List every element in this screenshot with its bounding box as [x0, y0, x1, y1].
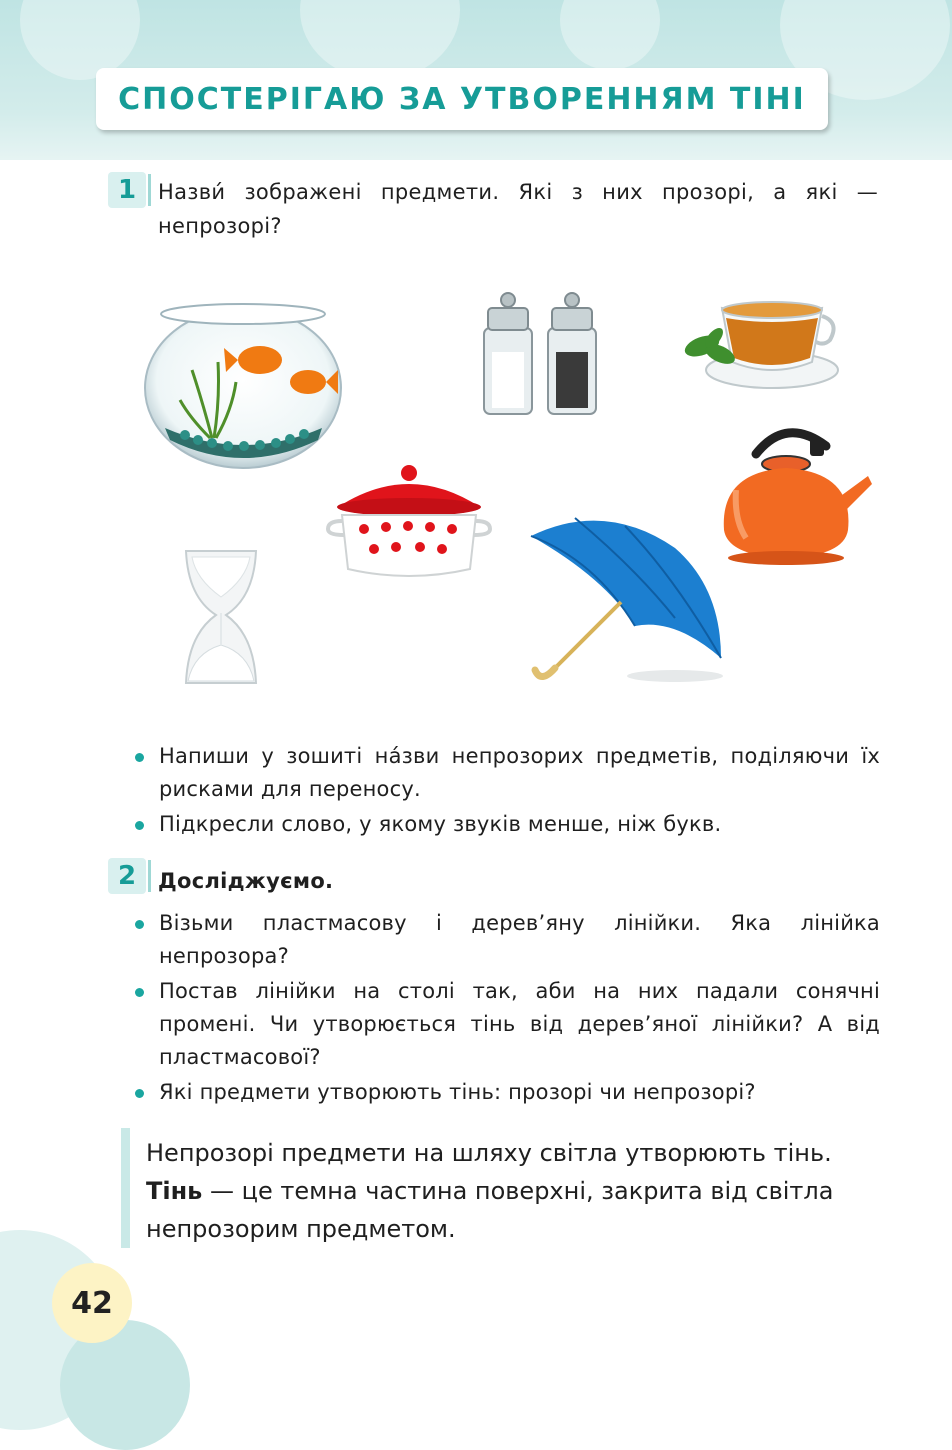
task-2-heading: Досліджуємо. — [158, 869, 334, 893]
page-title: СПОСТЕРІГАЮ ЗА УТВОРЕННЯМ ТІНІ — [118, 81, 806, 117]
task-2-bullet-1: Візьми пластмасову і дерев’яну лінійки. Яка лінійка непрозора? — [128, 907, 880, 973]
polka-dot-pot-picture — [324, 465, 494, 583]
rule-term: Тінь — [146, 1177, 203, 1205]
title-box — [96, 68, 828, 130]
task-1-bullet-2: Підкресли слово, у якому звуків менше, ніж букв. — [128, 808, 880, 841]
task-2-bullet-2: Постав лінійки на столі так, аби на них падали сонячні промені. Чи утворюється тінь від дерев’яної лінійки? А від пластмасової? — [128, 975, 880, 1074]
rule-line-2-rest: — це темна частина поверхні, закрита від світла — [202, 1177, 834, 1205]
tea-cup-picture — [680, 288, 840, 394]
rule-text — [146, 1134, 886, 1248]
task-1-line-2: непрозорі? — [158, 214, 282, 238]
hourglass-picture — [178, 545, 264, 690]
rule-accent-bar — [121, 1128, 130, 1248]
rule-line-2 — [146, 1172, 886, 1210]
rule-line-3: непрозорим предметом. — [146, 1215, 456, 1243]
umbrella-picture — [525, 508, 730, 688]
task-1-text — [158, 175, 878, 243]
task-1-number: 1 — [108, 172, 146, 208]
task-1-bullet-1: Напиши у зошиті на́зви непрозорих предметів, поділяючи їх рисками для переносу. — [128, 740, 880, 806]
task-1-bullets — [128, 740, 880, 843]
rule-line-1: Непрозорі предмети на шляху світла утворюють тінь. — [146, 1139, 832, 1167]
task-2-number: 2 — [108, 858, 146, 894]
fishbowl-picture — [140, 300, 350, 472]
kettle-picture — [716, 420, 876, 570]
task-2-bullets — [128, 907, 880, 1111]
task-2-bullet-3: Які предмети утворюють тінь: прозорі чи непрозорі? — [128, 1076, 880, 1109]
salt-pepper-mills-picture — [476, 290, 606, 418]
task-1-line-1: Назви́ зображені предмети. Які з них прозорі, а які — — [158, 180, 878, 204]
page-number: 42 — [52, 1263, 132, 1343]
